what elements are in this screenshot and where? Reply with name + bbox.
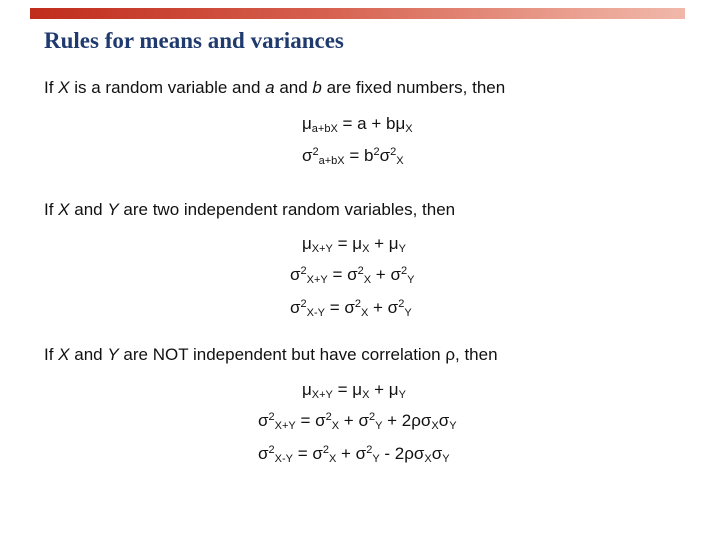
section3-intro: If X and Y are NOT independent but have correlation ρ, then: [44, 345, 498, 364]
variance-linear-rule: $\sigma^2_{a+bX} = b^2\sigma^2_X$: [302, 146, 404, 167]
section1-intro: If X is a random variable and a and b are fixed numbers, then: [44, 78, 506, 97]
slide-title: Rules for means and variances: [44, 28, 344, 53]
variance-sum-rule-independent: $\sigma^2_{X+Y} = \sigma^2_X + \sigma^2_Y$: [290, 265, 415, 286]
mean-linear-rule: $\mu_{a+bX} = a + b\mu_X$: [302, 114, 413, 135]
variance-difference-rule-correlated: $\sigma^2_{X-Y} = \sigma^2_X + \sigma^2_Y - 2\rho\sigma_X\sigma_Y$: [258, 444, 450, 465]
title-accent-bar: [30, 8, 685, 19]
mean-sum-rule-independent: $\mu_{X+Y} = \mu_X + \mu_Y$: [302, 234, 406, 255]
mean-sum-rule-correlated: $\mu_{X+Y} = \mu_X + \mu_Y$: [302, 380, 406, 401]
variance-difference-rule-independent: $\sigma^2_{X-Y} = \sigma^2_X + \sigma^2_Y$: [290, 298, 412, 319]
section2-intro: If X and Y are two independent random variables, then: [44, 200, 456, 219]
variance-sum-rule-correlated: $\sigma^2_{X+Y} = \sigma^2_X + \sigma^2_Y + 2\rho\sigma_X\sigma_Y$: [258, 411, 457, 432]
